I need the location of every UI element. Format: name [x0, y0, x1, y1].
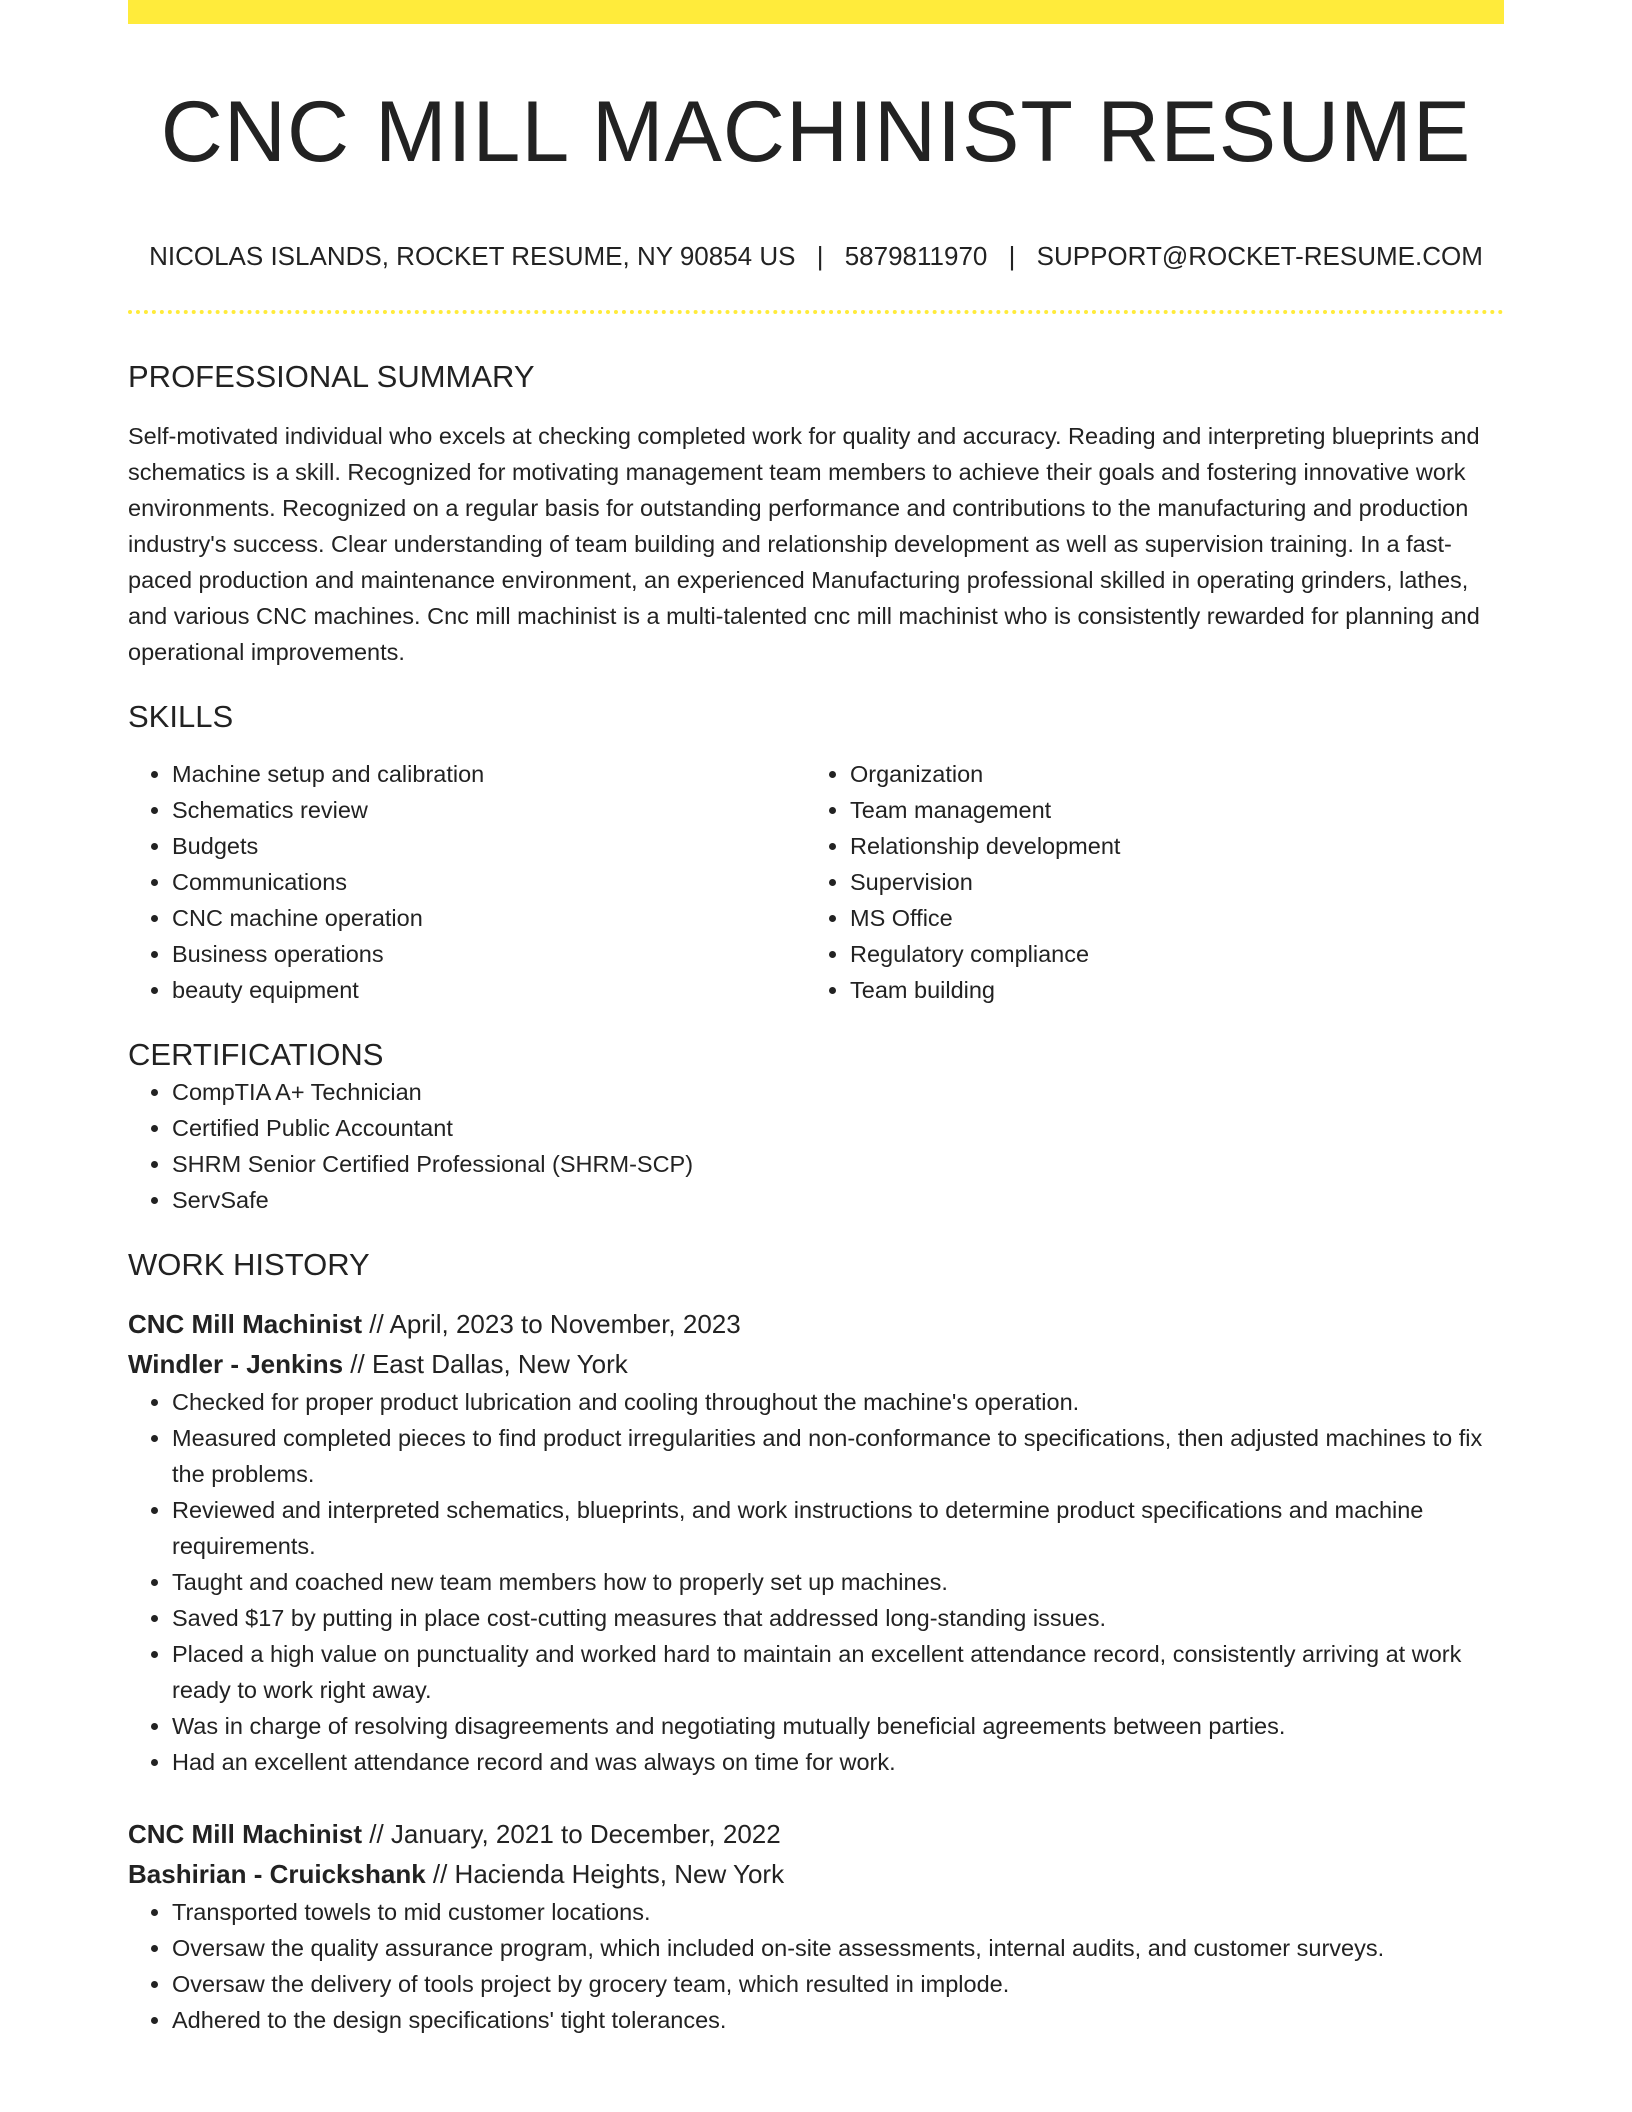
job-duty-item: • Reviewed and interpreted schematics, blueprints, and work instructions to determine product specifications and machine requirements.: [172, 1492, 1504, 1564]
job-dates: // January, 2021 to December, 2022: [369, 1819, 781, 1849]
contact-line: [128, 240, 1504, 272]
job-duty-item: • Taught and coached new team members how to properly set up machines.: [172, 1564, 1504, 1600]
job-company-line: [128, 1344, 1504, 1384]
job-duty-item: • Checked for proper product lubrication and cooling throughout the machine's operation.: [172, 1384, 1504, 1420]
contact-email: SUPPORT@ROCKET-RESUME.COM: [1036, 241, 1483, 271]
certifications-list: [128, 1074, 1504, 1218]
work-history-heading: WORK HISTORY: [128, 1247, 370, 1282]
contact-address: NICOLAS ISLANDS, ROCKET RESUME, NY 90854 US: [149, 241, 796, 271]
work-history-list: [128, 1304, 1504, 2038]
resume-title: CNC MILL MACHINIST RESUME: [160, 84, 1472, 180]
job-duty-item: • Had an excellent attendance record and was always on time for work.: [172, 1744, 1504, 1780]
resume-content: [128, 24, 1504, 2038]
job-duties-list: [128, 1384, 1504, 1780]
certification-item: • CompTIA A+ Technician: [172, 1074, 1504, 1110]
skills-grid: [128, 756, 1504, 1008]
job-location: // Hacienda Heights, New York: [432, 1859, 785, 1889]
skills-column-right: [806, 756, 1484, 1008]
job-title-line: [128, 1814, 1504, 1854]
skill-item: • Organization: [850, 756, 1484, 792]
job-duty-item: • Saved $17 by putting in place cost-cutting measures that addressed long-standing issues.: [172, 1600, 1504, 1636]
skill-item: • Business operations: [172, 936, 806, 972]
skills-heading: SKILLS: [128, 699, 234, 734]
skill-item: • Budgets: [172, 828, 806, 864]
skills-column-left: [128, 756, 806, 1008]
skill-item: • Team management: [850, 792, 1484, 828]
skill-item: • Communications: [172, 864, 806, 900]
job-company: Windler - Jenkins: [128, 1349, 344, 1379]
job-entry: [128, 1304, 1504, 1780]
summary-text: Self-motivated individual who excels at checking completed work for quality and accuracy. Reading and interpreting blueprints and schematics is a skill. Recognized for motivating management team members to achieve their goals and fostering innovative work environments. Recognized on a regular basis for outstanding performance and contributions to the manufacturing and production industry's success. Clear understanding of team building and relationship development as well as supervision training. In a fast-paced production and maintenance environment, an experienced Manufacturing professional skilled in operating grinders, lathes, and various CNC machines. Cnc mill machinist is a multi-talented cnc mill machinist who is consistently rewarded for planning and operational improvements.: [128, 423, 1480, 665]
job-duty-item: • Transported towels to mid customer locations.: [172, 1894, 1504, 1930]
job-duty-item: • Oversaw the quality assurance program, which included on-site assessments, internal audits, and customer surveys.: [172, 1930, 1504, 1966]
job-company: Bashirian - Cruickshank: [128, 1859, 426, 1889]
contact-separator: |: [1008, 241, 1016, 271]
job-entry: [128, 1814, 1504, 2038]
contact-phone: 5879811970: [844, 241, 988, 271]
certification-item: • Certified Public Accountant: [172, 1110, 1504, 1146]
skill-item: • CNC machine operation: [172, 900, 806, 936]
job-company-line: [128, 1854, 1504, 1894]
job-duty-item: • Was in charge of resolving disagreements and negotiating mutually beneficial agreements between parties.: [172, 1708, 1504, 1744]
job-title: CNC Mill Machinist: [128, 1819, 363, 1849]
accent-top-bar: [128, 0, 1504, 24]
skill-item: • Supervision: [850, 864, 1484, 900]
skills-list-right: [806, 756, 1484, 1008]
skill-item: • Relationship development: [850, 828, 1484, 864]
job-title-line: [128, 1304, 1504, 1344]
job-dates: // April, 2023 to November, 2023: [369, 1309, 741, 1339]
job-duty-item: • Placed a high value on punctuality and worked hard to maintain an excellent attendance record, consistently arriving at work ready to work right away.: [172, 1636, 1504, 1708]
job-duty-item: • Adhered to the design specifications' tight tolerances.: [172, 2002, 1504, 2038]
job-duty-item: • Measured completed pieces to find product irregularities and non-conformance to specifications, then adjusted machines to fix the problems.: [172, 1420, 1504, 1492]
contact-separator: |: [816, 241, 824, 271]
job-title: CNC Mill Machinist: [128, 1309, 363, 1339]
job-location: // East Dallas, New York: [350, 1349, 628, 1379]
skill-item: • Team building: [850, 972, 1484, 1008]
skills-list-left: [128, 756, 806, 1008]
job-duty-item: • Oversaw the delivery of tools project by grocery team, which resulted in implode.: [172, 1966, 1504, 2002]
certification-item: • SHRM Senior Certified Professional (SHRM-SCP): [172, 1146, 1504, 1182]
job-duties-list: [128, 1894, 1504, 2038]
skill-item: • Schematics review: [172, 792, 806, 828]
skill-item: • Regulatory compliance: [850, 936, 1484, 972]
certifications-heading: CERTIFICATIONS: [128, 1037, 384, 1072]
skill-item: • Machine setup and calibration: [172, 756, 806, 792]
skill-item: • MS Office: [850, 900, 1484, 936]
skill-item: • beauty equipment: [172, 972, 806, 1008]
certification-item: • ServSafe: [172, 1182, 1504, 1218]
header-divider: [128, 310, 1504, 314]
summary-heading: PROFESSIONAL SUMMARY: [128, 359, 535, 394]
